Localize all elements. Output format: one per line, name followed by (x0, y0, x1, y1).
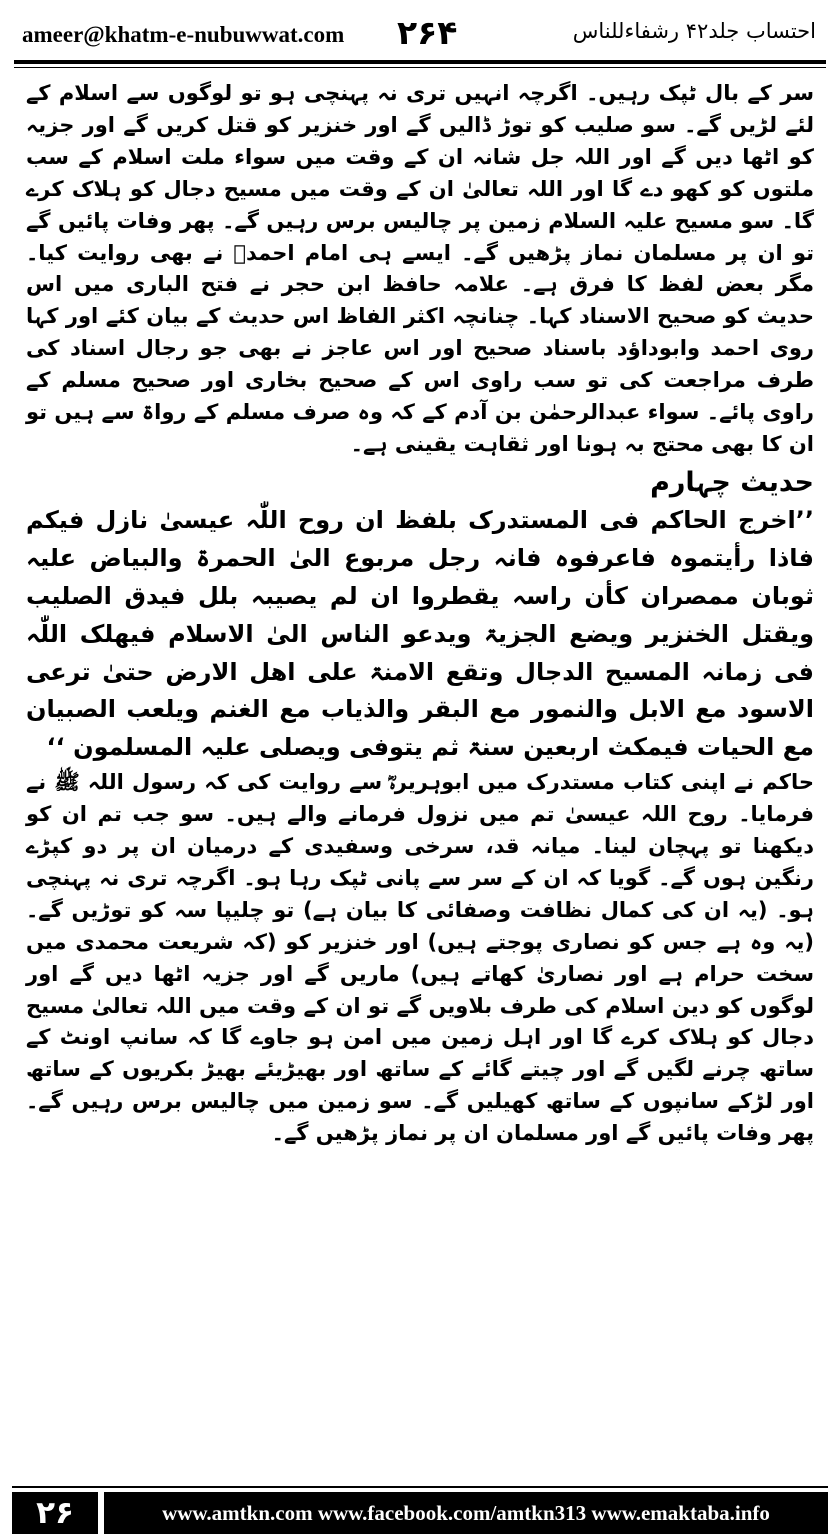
header-rule-thin (14, 67, 826, 68)
footer-links: www.amtkn.com www.facebook.com/amtkn313 www.emaktaba.info (104, 1492, 828, 1534)
header-page-number: ۲۶۴ (397, 13, 458, 52)
footer-page-number: ۲۶ (12, 1492, 98, 1534)
header-rule-thick (14, 60, 826, 64)
section-heading: حدیث چہارم (650, 466, 814, 498)
page-content (26, 78, 814, 1150)
paragraph-urdu-1: سر کے بال ٹپک رہیں۔ اگرچہ انہیں تری نہ پہنچی ہو تو لوگوں سے اسلام کے لئے لڑیں گے۔ سو صلیب کو توڑ ڈالیں گے اور خنزیر کو قتل کریں گے اور جزیہ کو اٹھا دیں گے اور اللہ جل شانہ ان کے وقت میں سواء ملت اسلام کے سب ملتوں کو کھو دے گا اور اللہ تعالیٰ ان کے وقت میں مسیح دجال کو ہلاک کرے گا۔ سو مسیح علیہ السلام زمین پر چالیس برس رہیں گے۔ پھر وفات پائیں گے تو ان پر مسلمان نماز پڑھیں گے۔ ایسے ہی امام احمدؒ نے بھی روایت کیا۔ مگر بعض لفظ کا فرق ہے۔ علامہ حافظ ابن حجر نے فتح الباری میں اس حدیث کو صحیح الاسناد کہا۔ چنانچہ اکثر الفاظ اس حدیث کے بیان کئے اور کہا روی احمد وابوداؤد باسناد صحیح اور اس عاجز نے بھی جو رجال اسناد کی طرف مراجعت کی تو سب راوی اس کے صحیح بخاری اور صحیح مسلم کے راوی پائے۔ سواء عبدالرحمٰن بن آدم کے کہ وہ صرف مسلم کے رواۃ سے ہیں تو ان کا بھی محتج بہ ہونا اور ثقاہت یقینی ہے۔ (26, 81, 814, 456)
header-email: ameer@khatm-e-nubuwwat.com (22, 22, 345, 47)
page-footer (12, 1486, 828, 1536)
footer-rule (12, 1486, 828, 1488)
paragraph-urdu-2: حاکم نے اپنی کتاب مستدرک میں ابوہریرہؓ سے روایت کی کہ رسول اللہ ﷺ نے فرمایا۔ روح اللہ عیسیٰ تم میں نزول فرمانے والے ہیں۔ سو جب تم ان کو دیکھنا تو پہچان لینا۔ میانہ قد، سرخی وسفیدی کے درمیان ان پر دو کپڑے رنگین ہوں گے۔ گویا کہ ان کے سر سے پانی ٹپک رہا ہو۔ اگرچہ تری نہ پہنچی ہو۔ (یہ ان کی کمال نظافت وصفائی کا بیان ہے) تو چلیپا سہ کو توڑیں گے۔ (یہ وہ ہے جس کو نصاری پوجتے ہیں) اور خنزیر کو (کہ شریعت محمدی میں سخت حرام ہے اور نصاریٰ کھاتے ہیں) ماریں گے اور جزیہ اٹھا دیں گے اور لوگوں کو دین اسلام کی طرف بلاویں گے تو ان کے وقت میں اللہ تعالیٰ مسیح دجال کو ہلاک کرے گا اور اہل زمین میں امن ہو جاوے گا کہ سانپ اونٹ کے ساتھ چرنے لگیں گے اور چیتے گائے کے ساتھ اور بھیڑیئے بھیڑ بکریوں کے ساتھ اور لڑکے سانپوں کے ساتھ کھیلیں گے۔ سو زمین میں چالیس برس رہیں گے۔ پھر وفات پائیں گے اور مسلمان ان پر نماز پڑھیں گے۔ (26, 770, 814, 1146)
page-header (14, 10, 826, 56)
paragraph-arabic-hadith: ’’اخرج الحاکم فی المستدرک بلفظ ان روح اللّٰہ عیسیٰ نازل فیکم فاذا رأیتموہ فاعرفوہ فانہ رجل مربوع الیٰ الحمرۃ والبیاض علیہ ثوبان ممصران کأن راسہ یقطروا ان لم یصیبہ بلل فیدق الصلیب ویقتل الخنزیر ویضع الجزیۃ ویدعو الناس الیٰ الاسلام فیھلک اللّٰہ فی زمانہ المسیح الدجال وتقع الامنۃ علی اھل الارض حتیٰ ترعی الاسود مع الابل والنمور مع البقر والذیاب مع الغنم ویلعب الصبیان مع الحیات فیمکث اربعین سنۃ ثم یتوفی ویصلی علیہ المسلمون ‘‘ (26, 505, 814, 762)
header-journal-title: احتساب جلد۴۲ رشفاءللناس (572, 19, 816, 43)
